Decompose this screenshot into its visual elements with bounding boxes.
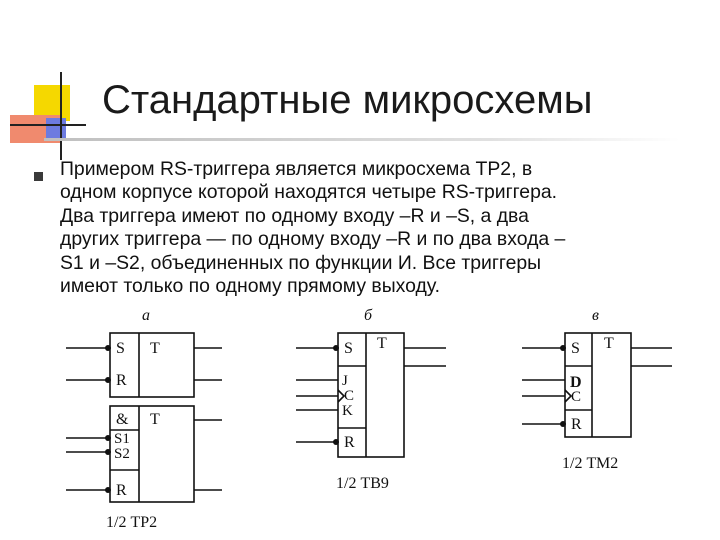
panel-v-caption: 1/2 ТМ2	[562, 455, 619, 472]
bullet-paragraph	[60, 158, 710, 298]
pin-label: K	[342, 403, 353, 419]
bullet-line: Примером RS-триггера является микросхема ТР2, в	[60, 158, 533, 180]
pin-label: R	[571, 416, 582, 433]
pin-label: S	[344, 340, 353, 357]
pin-label: S2	[114, 446, 130, 462]
pin-label: S	[116, 340, 125, 357]
decor-blue-square	[46, 118, 66, 138]
pin-label: S1	[114, 431, 130, 447]
slide-title: Стандартные микросхемы	[102, 78, 593, 122]
pin-label: C	[571, 389, 582, 405]
pin-label: S	[571, 340, 580, 357]
panel-b-block	[296, 333, 446, 457]
pin-label: C	[344, 388, 355, 404]
block-type-label: T	[604, 335, 614, 352]
bullet-line: S1 и –S2, объединенных по функции И. Все триггеры	[60, 251, 542, 274]
decor-horizontal-line	[10, 124, 86, 126]
and-symbol: &	[116, 411, 129, 428]
bullet-icon	[34, 172, 43, 181]
bullet-line: других триггера — по одному входу –R и по два входа –	[60, 228, 566, 251]
block-type-label: T	[150, 411, 160, 428]
panel-a-letter: а	[142, 307, 150, 324]
bullet-line: имеют только по одному прямому выходу.	[60, 275, 440, 298]
pin-label: R	[116, 482, 127, 499]
bullet-line: Два триггера имеют по одному входу –R и –S, а два	[60, 204, 529, 227]
trigger-schematics	[0, 300, 720, 540]
panel-v-block	[522, 333, 672, 437]
decor-vertical-line	[60, 72, 62, 160]
block-type-label: T	[377, 335, 387, 352]
pin-label: R	[116, 372, 127, 389]
block-type-label: T	[150, 340, 160, 357]
panel-a-caption: 1/2 ТР2	[106, 514, 158, 531]
bullet-line: одном корпусе которой находятся четыре RS-триггера.	[60, 181, 558, 204]
panel-b-letter: б	[364, 307, 373, 324]
pin-label: D	[570, 374, 582, 391]
title-underline	[44, 138, 680, 141]
inversion-dots	[105, 345, 566, 493]
pin-label: R	[344, 434, 355, 451]
panel-b-caption: 1/2 ТВ9	[336, 475, 389, 492]
panel-v-letter: в	[592, 307, 599, 324]
panel-a-block-and-rs	[66, 406, 222, 502]
pin-label: J	[342, 373, 348, 389]
panel-a-block-rs	[66, 333, 222, 397]
